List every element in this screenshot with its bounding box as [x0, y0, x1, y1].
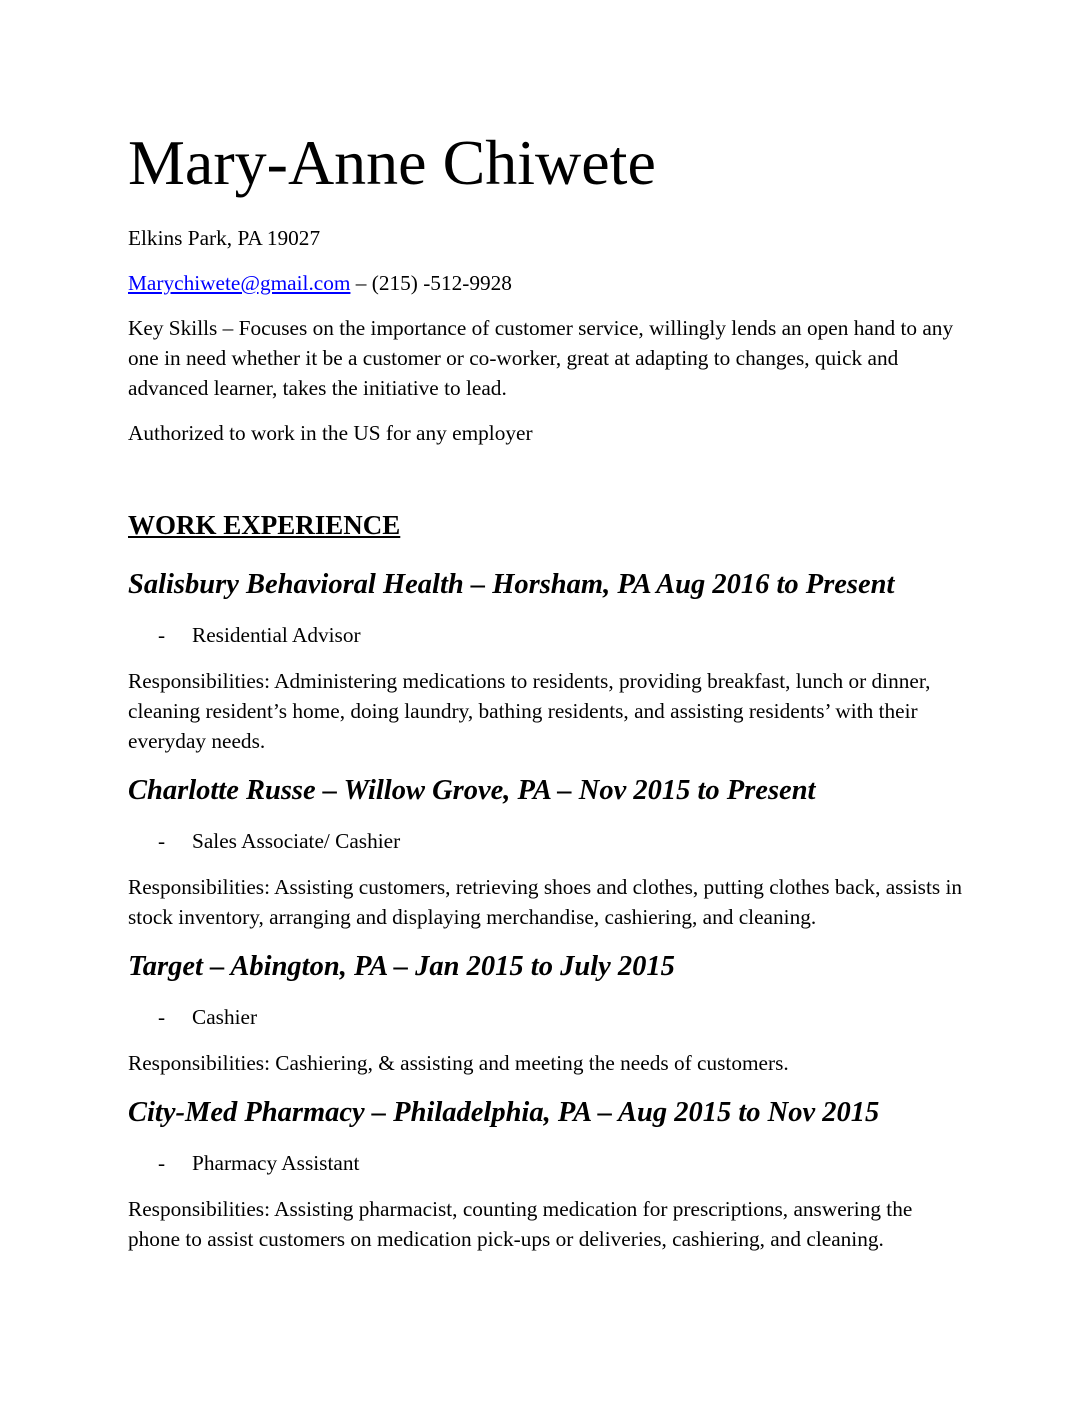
bullet-dash: - — [158, 1151, 166, 1175]
bullet-dash: - — [158, 1005, 166, 1029]
job-role-bullet — [128, 826, 966, 856]
job-responsibilities: Responsibilities: Cashiering, & assisting and meeting the needs of customers. — [128, 1051, 789, 1075]
contact-line — [128, 268, 966, 298]
phone-number: (215) -512-9928 — [371, 271, 512, 295]
job-role-label: Sales Associate/ Cashier — [192, 829, 401, 853]
job-heading: Target – Abington, PA – Jan 2015 to July 2015 — [128, 951, 675, 982]
job-responsibilities: Responsibilities: Assisting pharmacist, counting medication for prescriptions, answering the phone to assist customers on medication pick-ups or deliveries, cashiering, and cleaning. — [128, 1197, 913, 1251]
work-experience-heading: WORK EXPERIENCE — [128, 510, 401, 540]
job-role-bullet — [128, 620, 966, 650]
job-role-bullet — [128, 1148, 966, 1178]
job-section — [128, 1093, 966, 1254]
job-section — [128, 565, 966, 756]
resume-content — [128, 126, 966, 1254]
contact-separator: – — [350, 271, 372, 295]
job-role-label: Pharmacy Assistant — [192, 1151, 360, 1175]
bullet-dash: - — [158, 829, 166, 853]
job-role-label: Residential Advisor — [192, 623, 361, 647]
job-heading: Salisbury Behavioral Health – Horsham, PA Aug 2016 to Present — [128, 569, 895, 600]
job-role-label: Cashier — [192, 1005, 258, 1029]
email-link[interactable]: Marychiwete@gmail.com — [128, 271, 351, 295]
bullet-dash: - — [158, 623, 166, 647]
job-role-bullet — [128, 1002, 966, 1032]
authorization-paragraph: Authorized to work in the US for any employer — [128, 421, 533, 445]
job-section — [128, 771, 966, 932]
page-title: Mary-Anne Chiwete — [128, 127, 656, 198]
job-section — [128, 947, 966, 1078]
job-heading: City-Med Pharmacy – Philadelphia, PA – Aug 2015 to Nov 2015 — [128, 1097, 880, 1128]
job-responsibilities: Responsibilities: Administering medications to residents, providing breakfast, lunch or dinner, cleaning resident’s home, doing laundry, bathing residents, and assisting residents’ with their everyday needs. — [128, 669, 931, 753]
contact-address: Elkins Park, PA 19027 — [128, 226, 321, 250]
summary-paragraph: Key Skills – Focuses on the importance of customer service, willingly lends an open hand to any one in need whether it be a customer or co-worker, great at adapting to changes, quick and advanced learner, takes the initiative to lead. — [128, 316, 954, 400]
job-responsibilities: Responsibilities: Assisting customers, retrieving shoes and clothes, putting clothes back, assists in stock inventory, arranging and displaying merchandise, cashiering, and cleaning. — [128, 875, 963, 929]
job-heading: Charlotte Russe – Willow Grove, PA – Nov 2015 to Present — [128, 775, 816, 806]
